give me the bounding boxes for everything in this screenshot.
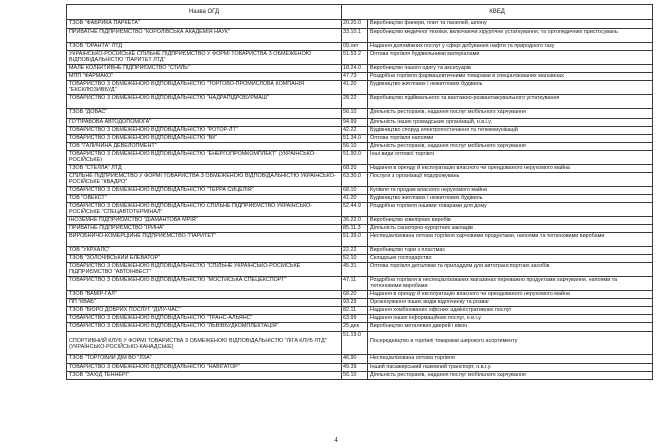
kved-description: Виробництво металевих дверей і вікон — [368, 323, 653, 332]
table-body — [67, 20, 653, 380]
organization-name: ТЗОВ "ОРАНТА" ЛТД — [67, 43, 342, 51]
kved-description: Оптова торгівля деталями та приладдям для автотранспортних засобів — [368, 263, 653, 277]
kved-description: Діяльність ресторанів, надання послуг мобільного харчування — [368, 372, 653, 380]
kved-code: 63.99 — [342, 315, 368, 323]
table-row — [67, 81, 653, 95]
kved-code: 56.10 — [342, 372, 368, 380]
organization-name: ТЗОВ "ФАБРИКА ПАРКЕТА" — [67, 20, 342, 29]
kved-description: Діяльність інших громадських організацій, н.в.і.у. — [368, 119, 653, 127]
kved-description: Оптова торгівля будівельними матеріалами — [368, 51, 653, 65]
kved-code: 51.53.2 — [342, 51, 368, 65]
kved-description: Виробництво тари з пластмас — [368, 247, 653, 255]
table-row — [67, 195, 653, 203]
organization-name: ГО"ПРАВОВА АВТОДОПОМОГА" — [67, 119, 342, 127]
document-page — [66, 4, 652, 380]
kved-description: Виробництво ювелірних виробів — [368, 217, 653, 225]
table-row — [67, 173, 653, 187]
table-header-row — [67, 5, 653, 20]
table-row — [67, 263, 653, 277]
organization-name: ІНОЗЕМНЕ ПІДПРИЄМСТВО "ДІАМАНТОВА МРІЯ" — [67, 217, 342, 225]
kved-description: Надання в оренду й експлуатацію власного чи орендованого нерухомого майна — [368, 291, 653, 299]
kved-code: 85.11.3 — [342, 225, 368, 233]
table-row — [67, 364, 653, 372]
organization-name: ТОВАРИСТВО З ОБМЕЖЕНОЮ ВІДПОВІДАЛЬНІСТЮ "ТРАНС-АЛЬЯНС" — [67, 315, 342, 323]
kved-description: Роздрібна торгівля фармацевтичними товарами в спеціалізованих магазинах — [368, 73, 653, 81]
kved-code: 68.20 — [342, 165, 368, 173]
table-row — [67, 51, 653, 65]
organization-name: ТОВАРИСТВО З ОБМЕЖЕНОЮ ВІДПОВІДАЛЬНІСТЮ "НАВІГАТОР" — [67, 364, 342, 372]
kved-code: 46.90 — [342, 355, 368, 364]
organization-name: ТОВАРИСТВО З ОБМЕЖЕНОЮ ВІДПОВІДАЛЬНІСТЮ "СПІЛЬНЕ УКРАЇНСЬКО-РОСІЙСЬКЕ ПІДПРИЄМСТВО "АВТОІНВЕСТ" — [67, 263, 342, 277]
table-row — [67, 187, 653, 195]
kved-code: 94.99 — [342, 119, 368, 127]
kved-code: 20.20.0 — [342, 20, 368, 29]
kved-code: 68.20 — [342, 291, 368, 299]
table-row — [67, 65, 653, 73]
table-row — [67, 247, 653, 255]
kved-code: 47.73 — [342, 73, 368, 81]
organization-name: ТЗОВ "ЗОЛОЧІВСЬКИЙ ЕЛЕВАТОР" — [67, 255, 342, 263]
kved-code: 51.90.0 — [342, 151, 368, 165]
organization-name: ТОВАРИСТВО З ОБМЕЖЕНОЮ ВІДПОВІДАЛЬНІСТЮ СПІЛЬНЕ ПІДПРИЄМСТВО УКРАЇНСЬКО-РОСІЙСЬКЕ "СПЕЦАВТОТЕРМІНАЛ" — [67, 203, 342, 217]
kved-description: Організування інших видів відпочинку та розваг — [368, 299, 653, 307]
kved-description: Будівництво житлових і нежитлових будівель — [368, 195, 653, 203]
table-row — [67, 29, 653, 43]
kved-description: Діяльність санаторно-курортних закладів — [368, 225, 653, 233]
organization-name: ТОВАРИСТВО З ОБМЕЖЕНОЮ ВІДПОВІДАЛЬНІСТЮ "ЕНЕРГОПРОМКОМПЛЕКТ" (УКРАЇНСЬКО-РОСІЙСЬКЕ) — [67, 151, 342, 165]
table-row — [67, 151, 653, 165]
organization-name: МПП "ФАРМАКО" — [67, 73, 342, 81]
organization-name: ТОВАРИСТВО З ОБМЕЖЕНОЮ ВІДПОВІДАЛЬНІСТЮ "МОСТИСЬКА СПЕЦЕКСПОРТ" — [67, 277, 342, 291]
kved-description: Діяльність ресторанів, надання послуг мобільного харчування — [368, 143, 653, 151]
kved-description: Надання інших інформаційних послуг, н.в.і.у. — [368, 315, 653, 323]
kved-description: Купівля та продаж власного нерухомого майна — [368, 187, 653, 195]
kved-code: 18.24.0 — [342, 65, 368, 73]
kved-description: Надання в оренду й експлуатацію власного чи орендованого нерухомого майна — [368, 165, 653, 173]
table-row — [67, 127, 653, 135]
table-row — [67, 217, 653, 225]
table-row — [67, 119, 653, 127]
kved-description: Виробництво іншого одягу та аксесуарів — [368, 65, 653, 73]
kved-description: Посередництво в торгівлі товарами широкого асортименту — [368, 332, 653, 355]
organization-name: ТОВ "УКРХАЛС" — [67, 247, 342, 255]
kved-code: 56.10 — [342, 143, 368, 151]
kved-code: 25.дек — [342, 323, 368, 332]
kved-code: 51.19.0 — [342, 332, 368, 355]
table-row — [67, 43, 653, 51]
kved-description: Надання комбінованих офісних адміністративних послуг — [368, 307, 653, 315]
kved-code: 42.22 — [342, 127, 368, 135]
table-row — [67, 315, 653, 323]
kved-code: 45.31 — [342, 263, 368, 277]
kved-code: 28.22 — [342, 95, 368, 109]
kved-code: 56.10 — [342, 109, 368, 119]
kved-description: Виробництво підіймального та вантажно-розвантажувального устаткування — [368, 95, 653, 109]
organization-name: ПРИВАТНЕ ПІДПРИЄМСТВО "КОРОЛІВСЬКА АКАДЕМІЯ НАУК" — [67, 29, 342, 43]
kved-description: Інший пасажирський наземний транспорт, н.в.і.у. — [368, 364, 653, 372]
kved-code: 09.окт — [342, 43, 368, 51]
table-row — [67, 203, 653, 217]
kved-code: 47.11 — [342, 277, 368, 291]
organization-name: ТЗОВ "ЗАХІД ТЕННЕРІ" — [67, 372, 342, 380]
organization-name: ТЗОВ "СТЕЛЛА" ЛТД — [67, 165, 342, 173]
organization-name: ТОВАРИСТВО З ОБМЕЖЕНОЮ ВІДПОВІДАЛЬНІСТЮ "ТЕРРА СИЦЕЛІЯ" — [67, 187, 342, 195]
organization-name: ТОВ "ГАЛИЧИНА ДЕВЕЛОПМЕНТ" — [67, 143, 342, 151]
kved-description: Діяльність ресторанів, надання послуг мобільного харчування — [368, 109, 653, 119]
kved-description: Складське господарство — [368, 255, 653, 263]
table-row — [67, 225, 653, 233]
table-row — [67, 355, 653, 364]
kved-code: 52.44.9 — [342, 203, 368, 217]
kved-description: Послуги з організації подорожувань — [368, 173, 653, 187]
kved-code: 93.29 — [342, 299, 368, 307]
header-kved: КВЕД — [342, 5, 653, 20]
kved-description: Будівництво житлових і нежитлових будівель — [368, 81, 653, 95]
organization-name: ТОВАРИСТВО З ОБМЕЖЕНОЮ ВІДПОВІДАЛЬНІСТЮ "ЛЬВІВБУДКОМПЛЕКТАЦІЯ" — [67, 323, 342, 332]
kved-code: 33.10.1 — [342, 29, 368, 43]
table-row — [67, 20, 653, 29]
kved-code: 63.30.0 — [342, 173, 368, 187]
organization-name: ТЗОВ "ТОРГОВИЙ ДІМ ВО "ЛЗА" — [67, 355, 342, 364]
table-row — [67, 109, 653, 119]
kved-description: Будівництво споруд електропостачання та телекомунікацій — [368, 127, 653, 135]
organization-name: МАЛЕ КОЛЕКТИВНЕ ПІДПРИЄМСТВО "СТИЛЬ" — [67, 65, 342, 73]
organization-name: ПРИВАТНЕ ПІДПРИЄМСТВО "ІРИНА" — [67, 225, 342, 233]
kved-code: 41.20 — [342, 195, 368, 203]
table-row — [67, 372, 653, 380]
table-row — [67, 135, 653, 143]
table-row — [67, 307, 653, 315]
table-row — [67, 143, 653, 151]
organization-name: УКРАЇНСЬКО-РОСІЙСЬКЕ СПІЛЬНЕ ПІДПРИЄМСТВО У ФОРМІ ТОВАРИСТВА З ОБМЕЖЕНОЮ ВІДПОВІДАЛЬНІСТЮ "ПАРИТЕТ ЛТД" — [67, 51, 342, 65]
organization-name: ТОВАРИСТВО З ОБМЕЖЕНОЮ ВІДПОВІДАЛЬНІСТЮ "РОТОР-ЛТ" — [67, 127, 342, 135]
kved-description: Інші види оптової торгівлі — [368, 151, 653, 165]
table-row — [67, 233, 653, 247]
kved-description: Виробництво фанери, плит та панелей, шпону — [368, 20, 653, 29]
table-row — [67, 299, 653, 307]
kved-code: 51.39.0 — [342, 233, 368, 247]
organization-name: СПОРТИВНИЙ КЛУБ У ФОРМІ ТОВАРИСТВА З ОБМЕЖЕНОЮ ВІДПОВІДАЛЬНІСТЮ "ЛІГА КЛУБ ЛТД" (УКРАЇНСЬКО-РОСІЙСЬКО-КАНАДСЬКЕ) — [67, 332, 342, 355]
table-row — [67, 277, 653, 291]
kved-description: Неспеціалізована оптова торгівля харчовими продуктами, напоями та тютюновими виробами — [368, 233, 653, 247]
kved-code: 41.20 — [342, 81, 368, 95]
kved-description: Надання допоміжних послуг у сфері добування нафти та природного газу — [368, 43, 653, 51]
kved-description: Роздрібна торгівля іншими товарами для дому — [368, 203, 653, 217]
organization-name: ПП "КВАБ" — [67, 299, 342, 307]
kved-code: 82.11 — [342, 307, 368, 315]
kved-code: 49.39 — [342, 364, 368, 372]
page-number: 4 — [334, 436, 338, 444]
organization-name: ВИРОБНИЧО-КОМЕРЦІЙНЕ ПІДПРИЄМСТВО "ПАРИТЕТ" — [67, 233, 342, 247]
table-row — [67, 95, 653, 109]
organization-name: ТЗОВ "ВАМІР-ГАЛ" — [67, 291, 342, 299]
organization-name: ТОВАРИСТВО З ОБМЕЖЕНОЮ ВІДПОВІДАЛЬНІСТЮ "НАДРАПІДРОБУРМАШ" — [67, 95, 342, 109]
organization-name: ТОВАРИСТВО З ОБМЕЖЕНОЮ ВІДПОВІДАЛЬНІСТЮ "ВК" — [67, 135, 342, 143]
table-row — [67, 332, 653, 355]
organization-name: ТЗОВ "БЮРО ДОБРИХ ПОСЛУГ "ДІЛУ-ЧАС" — [67, 307, 342, 315]
kved-code: 68.10 — [342, 187, 368, 195]
organization-name: ТОВАРИСТВО З ОБМЕЖЕНОЮ ВІДПОВІДАЛЬНІСТЮ "ТОРГОВО-ПРОМИСЛОВА КОМПАНІЯ "ЕКСКЛЮЗИВБУД" — [67, 81, 342, 95]
kved-code: 51.34.0 — [342, 135, 368, 143]
kved-code: 22.22 — [342, 247, 368, 255]
kved-code: 52.10 — [342, 255, 368, 263]
kved-description: Роздрібна торгівля в неспеціалізованих магазинах переважно продуктами харчування, напоями та тютюновими виробами — [368, 277, 653, 291]
table-row — [67, 323, 653, 332]
kved-code: 36.22.0 — [342, 217, 368, 225]
organization-name: ТОВ "ОВЕКСТ" — [67, 195, 342, 203]
table-row — [67, 165, 653, 173]
kved-description: Неспеціалізована оптова торгівля — [368, 355, 653, 364]
organization-name: ТЗОВ "ДОВАС" — [67, 109, 342, 119]
kved-description: Оптова торгівля напоями — [368, 135, 653, 143]
header-name: Назва ОГД — [67, 5, 342, 20]
table-row — [67, 255, 653, 263]
table-row — [67, 73, 653, 81]
organizations-table — [66, 4, 653, 380]
organization-name: СПІЛЬНЕ ПІДПРИЄМСТВО У ФОРМІ ТОВАРИСТВА З ОБМЕЖЕНОЮ ВІДПОВІДАЛЬНІСТЮ УКРАЇНСЬКО-РОСІЙСЬКЕ "КВАДРО" — [67, 173, 342, 187]
table-row — [67, 291, 653, 299]
kved-description: Виробництво медичної техніки, включаючи хірургічне устаткування, та ортопедичних пристосувань — [368, 29, 653, 43]
